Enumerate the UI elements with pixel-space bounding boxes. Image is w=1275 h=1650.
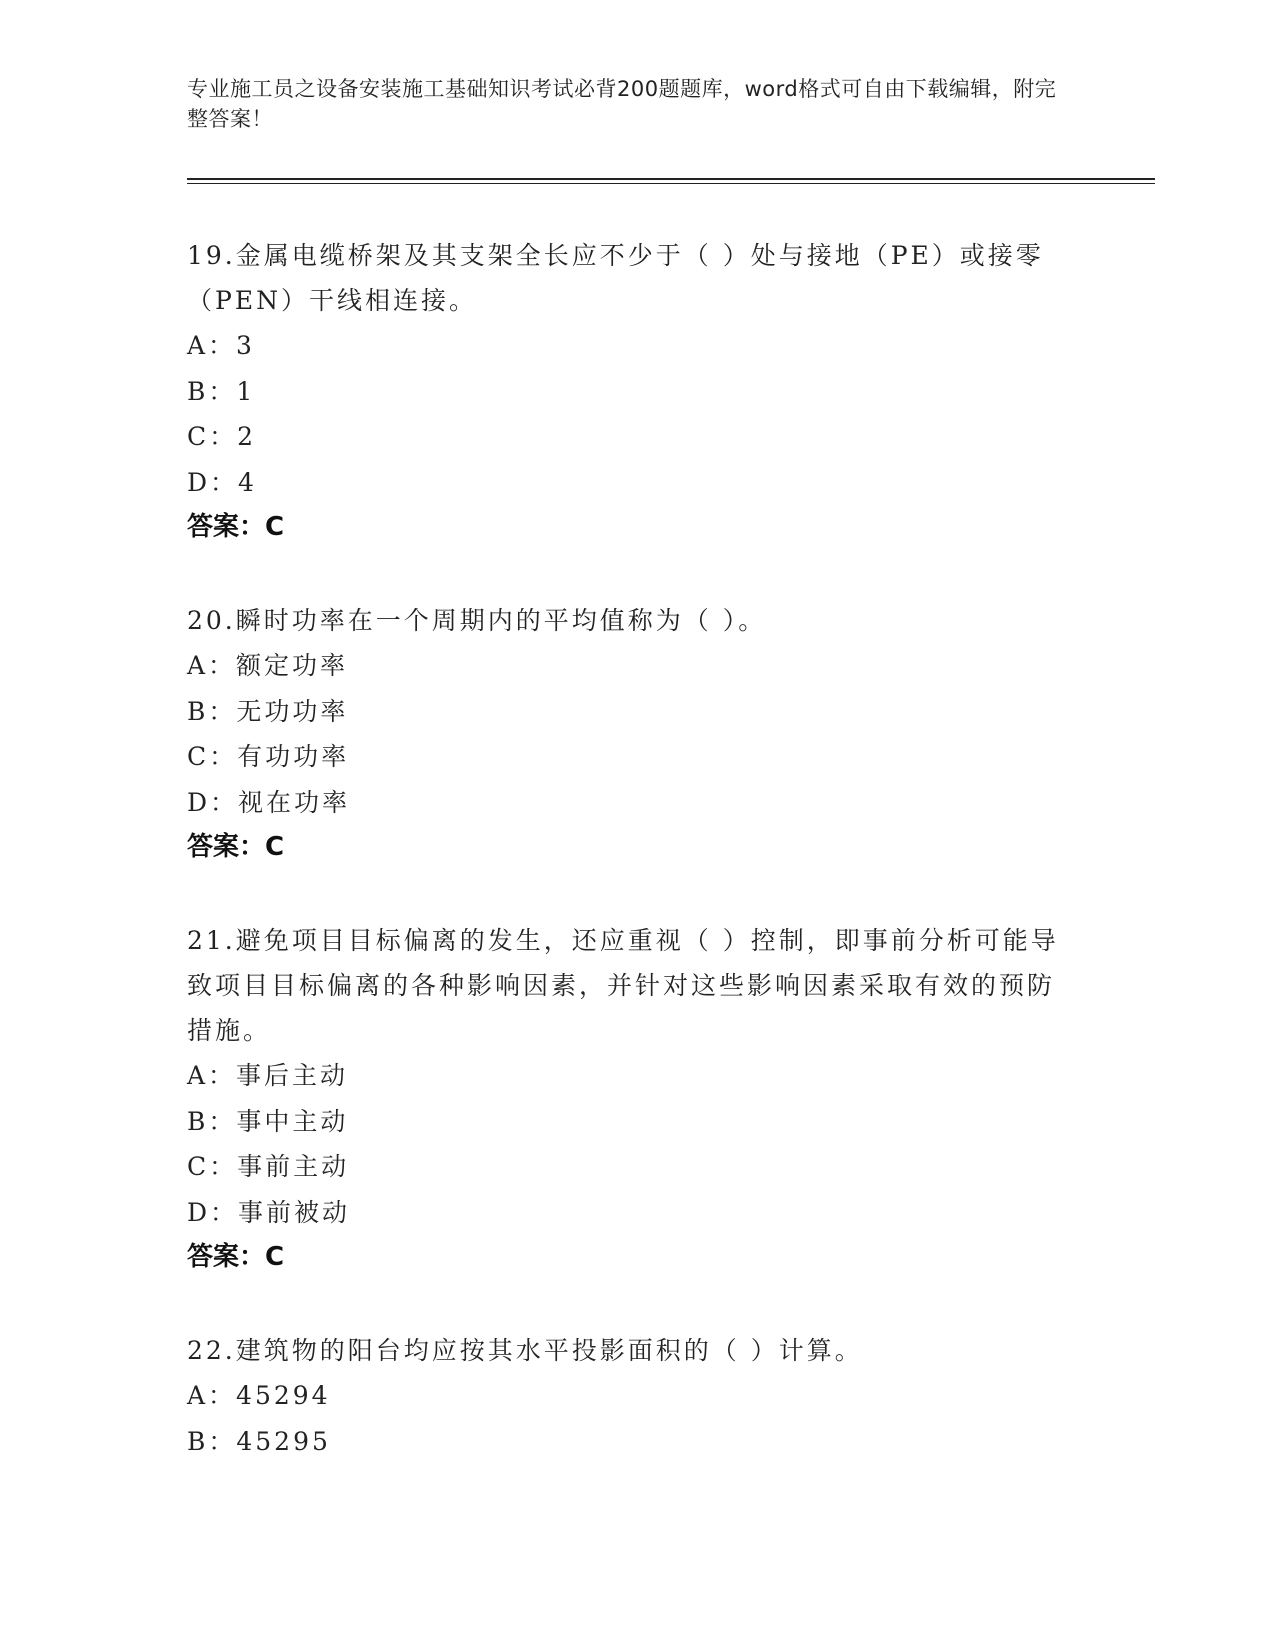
question-21: [187, 918, 1067, 1280]
option-a: A：额定功率: [187, 651, 349, 680]
option-c: C：有功功率: [187, 742, 350, 771]
answer-line: 答案：C: [187, 512, 285, 542]
question-stem: 22.建筑物的阳台均应按其水平投影面积的（ ）计算。: [187, 1336, 863, 1365]
question-list: [187, 233, 1067, 1512]
question-stem: 19.金属电缆桥架及其支架全长应不少于（ ）处与接地（PE）或接零（PEN）干线相连接。: [187, 241, 1044, 315]
document-header: 专业施工员之设备安装施工基础知识考试必背200题题库，word格式可自由下载编辑，附完整答案！: [187, 77, 1057, 131]
question-stem: 20.瞬时功率在一个周期内的平均值称为（ ）。: [187, 606, 767, 635]
option-a: A：事后主动: [187, 1061, 349, 1090]
option-b: B：无功功率: [187, 696, 349, 726]
option-c: C：事前主动: [187, 1152, 350, 1181]
answer-line: 答案：C: [187, 832, 285, 862]
header-divider-thin: [187, 183, 1155, 184]
option-d: D：事前被动: [187, 1197, 351, 1227]
question-19: [187, 233, 1067, 550]
option-b: B：事中主动: [187, 1106, 349, 1136]
header-divider-thick: [187, 178, 1155, 180]
option-d: D：4: [187, 467, 257, 497]
question-20: [187, 598, 1067, 870]
option-c: C：2: [187, 422, 257, 451]
option-a: A：45294: [187, 1381, 331, 1410]
answer-line: 答案：C: [187, 1242, 285, 1272]
question-22: [187, 1328, 1067, 1464]
option-b: B：1: [187, 376, 256, 406]
question-stem: 21.避免项目目标偏离的发生，还应重视（ ）控制，即事前分析可能导致项目目标偏离的各种影响因素，并针对这些影响因素采取有效的预防措施。: [187, 926, 1059, 1045]
option-d: D：视在功率: [187, 787, 351, 817]
option-b: B：45295: [187, 1426, 331, 1456]
option-a: A：3: [187, 331, 255, 360]
